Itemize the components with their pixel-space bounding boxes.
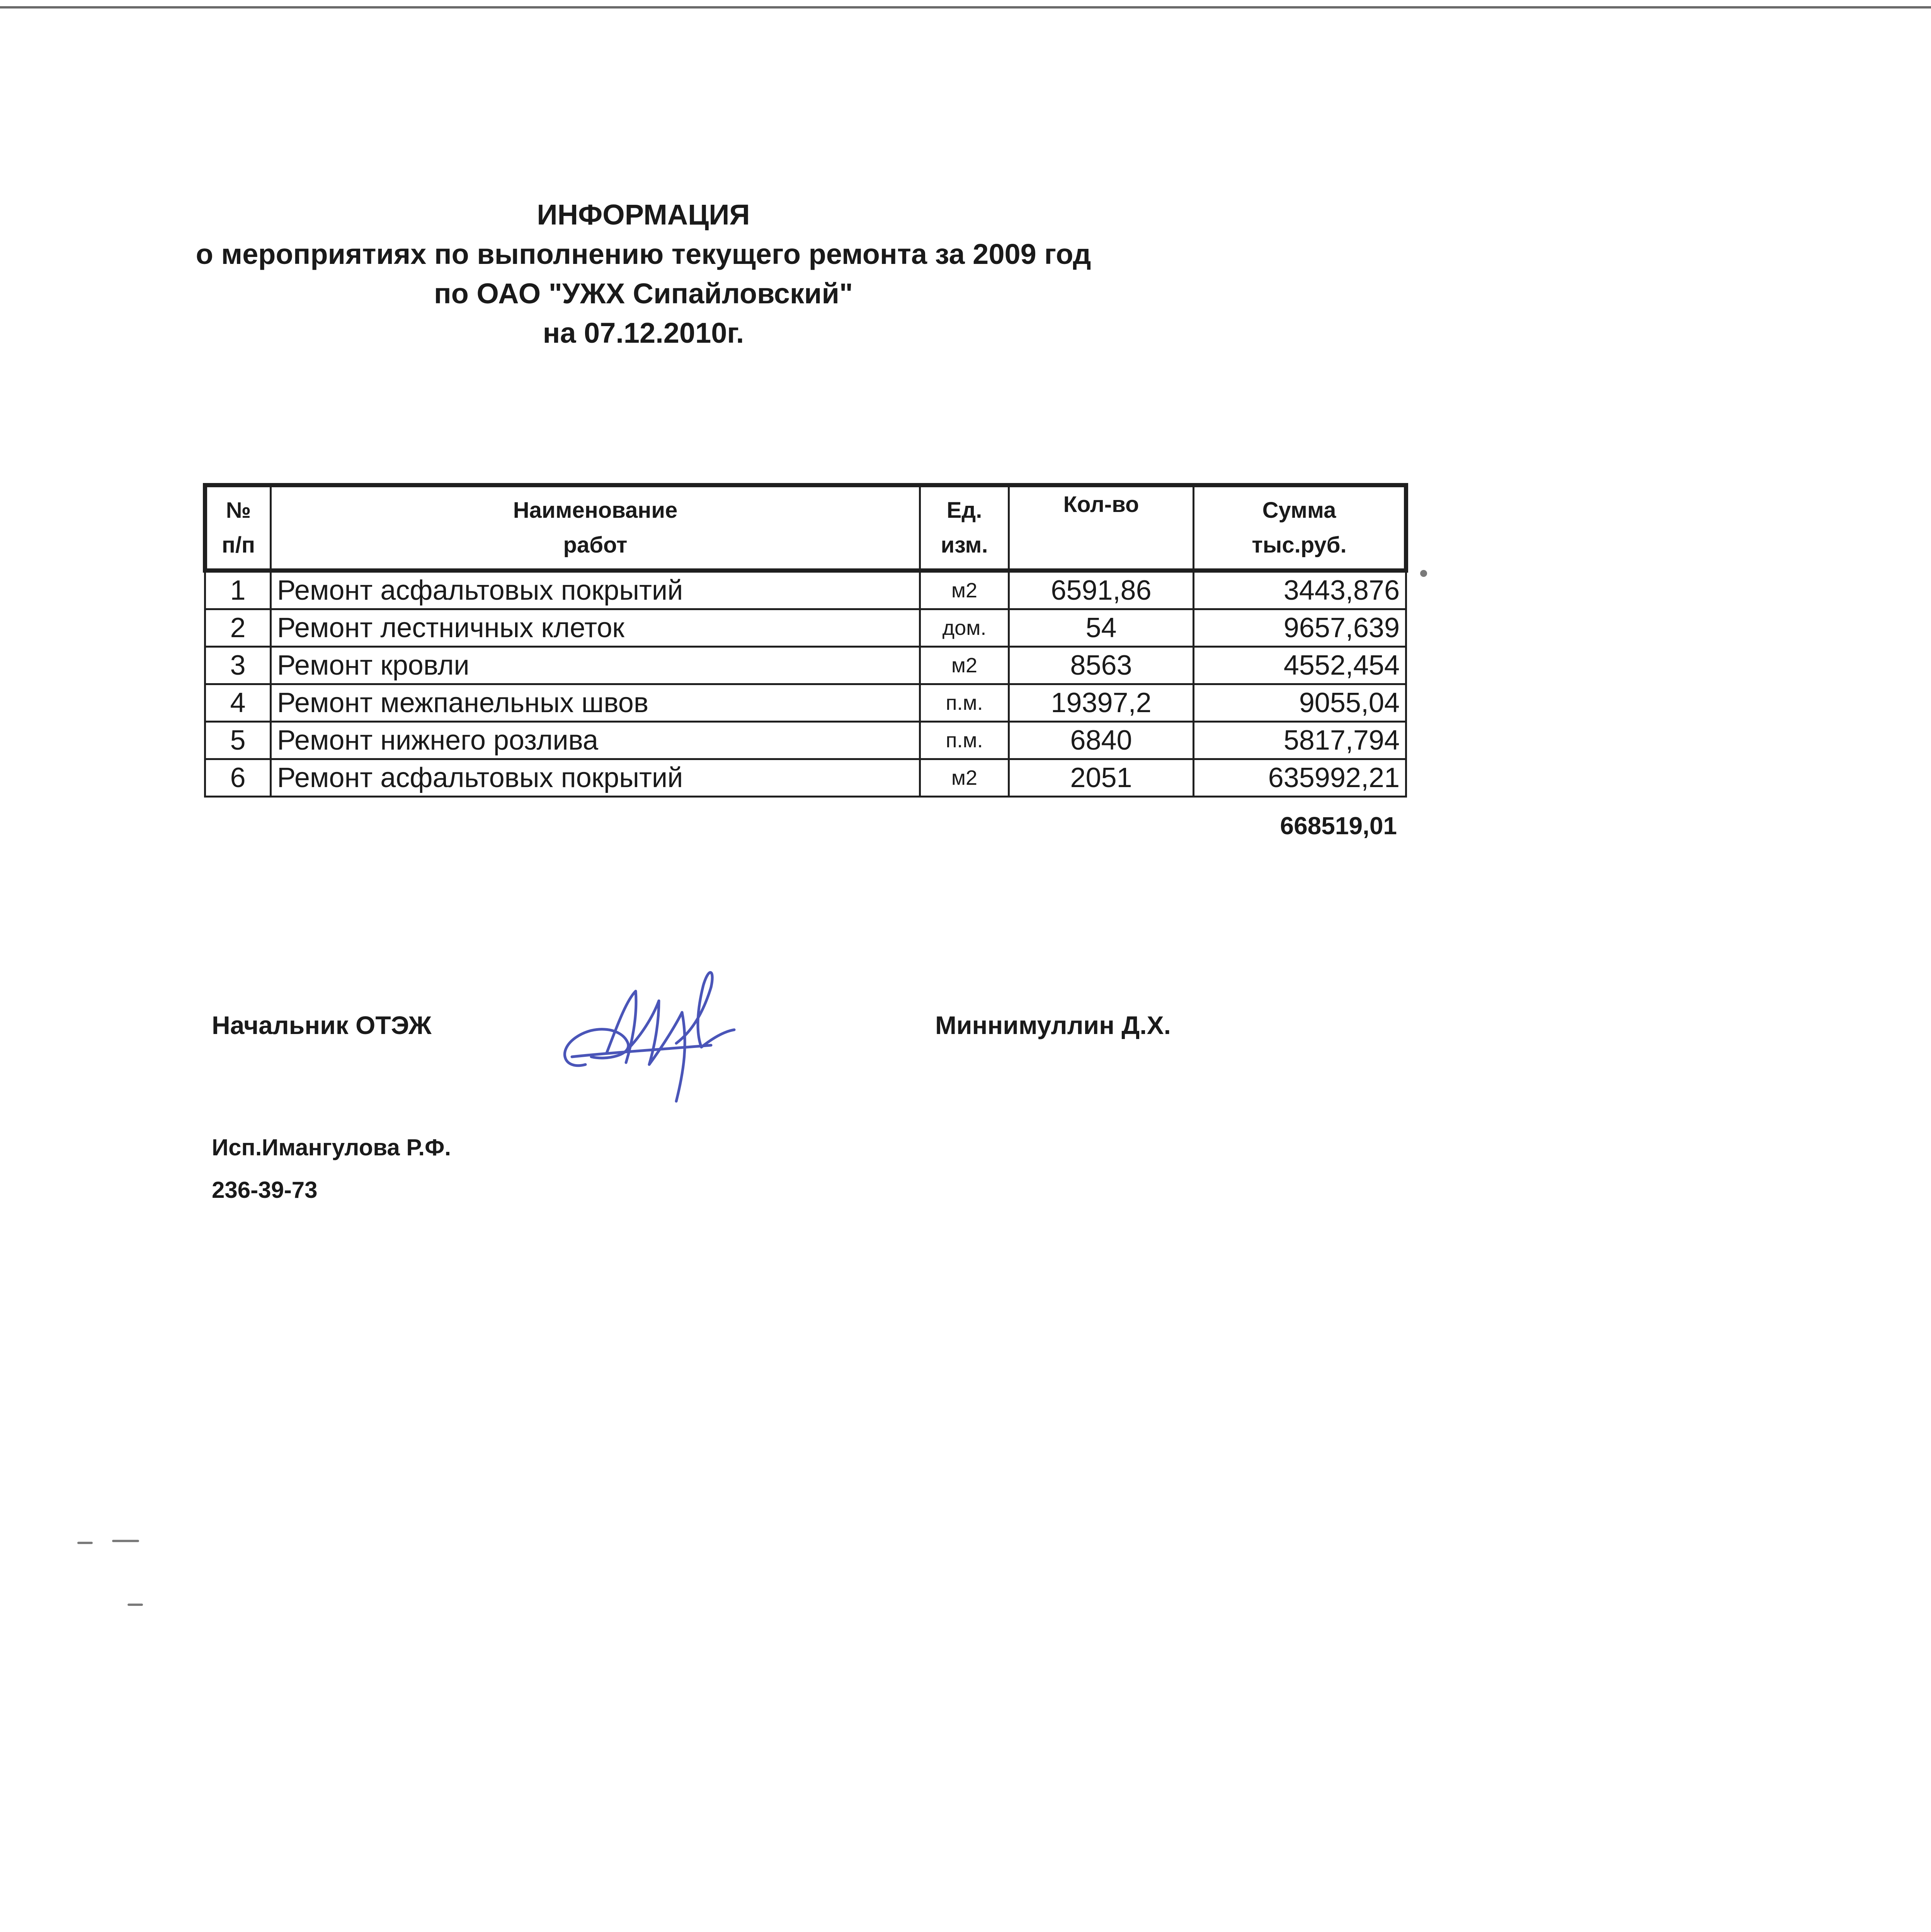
row-number: 2 [205,609,271,647]
table-row [205,684,1406,722]
quantity: 2051 [1009,759,1194,797]
row-number: 3 [205,647,271,684]
unit: м2 [920,647,1009,684]
unit: м2 [920,759,1009,797]
quantity: 6591,86 [1009,571,1194,609]
table-row [205,571,1406,609]
report-date: на 07.12.2010г. [543,317,744,349]
unit: п.м. [920,722,1009,759]
work-name: Ремонт асфальтовых покрытий [271,759,920,797]
row-number: 1 [205,571,271,609]
table-row [205,722,1406,759]
work-name: Ремонт лестничных клеток [271,609,920,647]
work-name: Ремонт нижнего розлива [271,722,920,759]
column-header-quantity: Кол-во [1009,485,1194,571]
document-subtitle: о мероприятиях по выполнению текущего ремонта за 2009 год [196,238,1091,270]
repair-table [203,483,1408,798]
document-header [0,195,1287,353]
organization-line: по ОАО "УЖХ Сипайловский" [434,277,853,310]
executor-name: Исп.Имангулова Р.Ф. [212,1134,451,1160]
quantity: 19397,2 [1009,684,1194,722]
column-header-number: № п/п [205,485,271,571]
scan-top-edge [0,6,1931,9]
table-row [205,759,1406,797]
document-title: ИНФОРМАЦИЯ [537,199,750,231]
work-name: Ремонт асфальтовых покрытий [271,571,920,609]
column-header-name: Наименование работ [271,485,920,571]
scan-speck [77,1542,93,1544]
unit: дом. [920,609,1009,647]
row-number: 4 [205,684,271,722]
quantity: 8563 [1009,647,1194,684]
scan-speck [128,1604,143,1606]
work-name: Ремонт межпанельных швов [271,684,920,722]
signer-position: Начальник ОТЭЖ [212,1011,432,1039]
work-name: Ремонт кровли [271,647,920,684]
quantity: 54 [1009,609,1194,647]
sum: 635992,21 [1194,759,1406,797]
table-row [205,647,1406,684]
sum: 9055,04 [1194,684,1406,722]
row-number: 6 [205,759,271,797]
sum: 5817,794 [1194,722,1406,759]
column-header-unit: Ед. изм. [920,485,1009,571]
unit: п.м. [920,684,1009,722]
executor-block [212,1126,451,1211]
sum: 9657,639 [1194,609,1406,647]
executor-phone: 236-39-73 [212,1177,318,1203]
quantity: 6840 [1009,722,1194,759]
table-total: 668519,01 [1280,812,1397,840]
handwritten-signature [549,954,788,1117]
column-header-sum: Сумма тыс.руб. [1194,485,1406,571]
signer-name: Миннимуллин Д.Х. [935,1011,1171,1039]
sum: 3443,876 [1194,571,1406,609]
sum: 4552,454 [1194,647,1406,684]
table-header-row [205,485,1406,571]
scan-speck [112,1540,139,1542]
row-number: 5 [205,722,271,759]
unit: м2 [920,571,1009,609]
table-row [205,609,1406,647]
scan-speck [1420,570,1427,577]
